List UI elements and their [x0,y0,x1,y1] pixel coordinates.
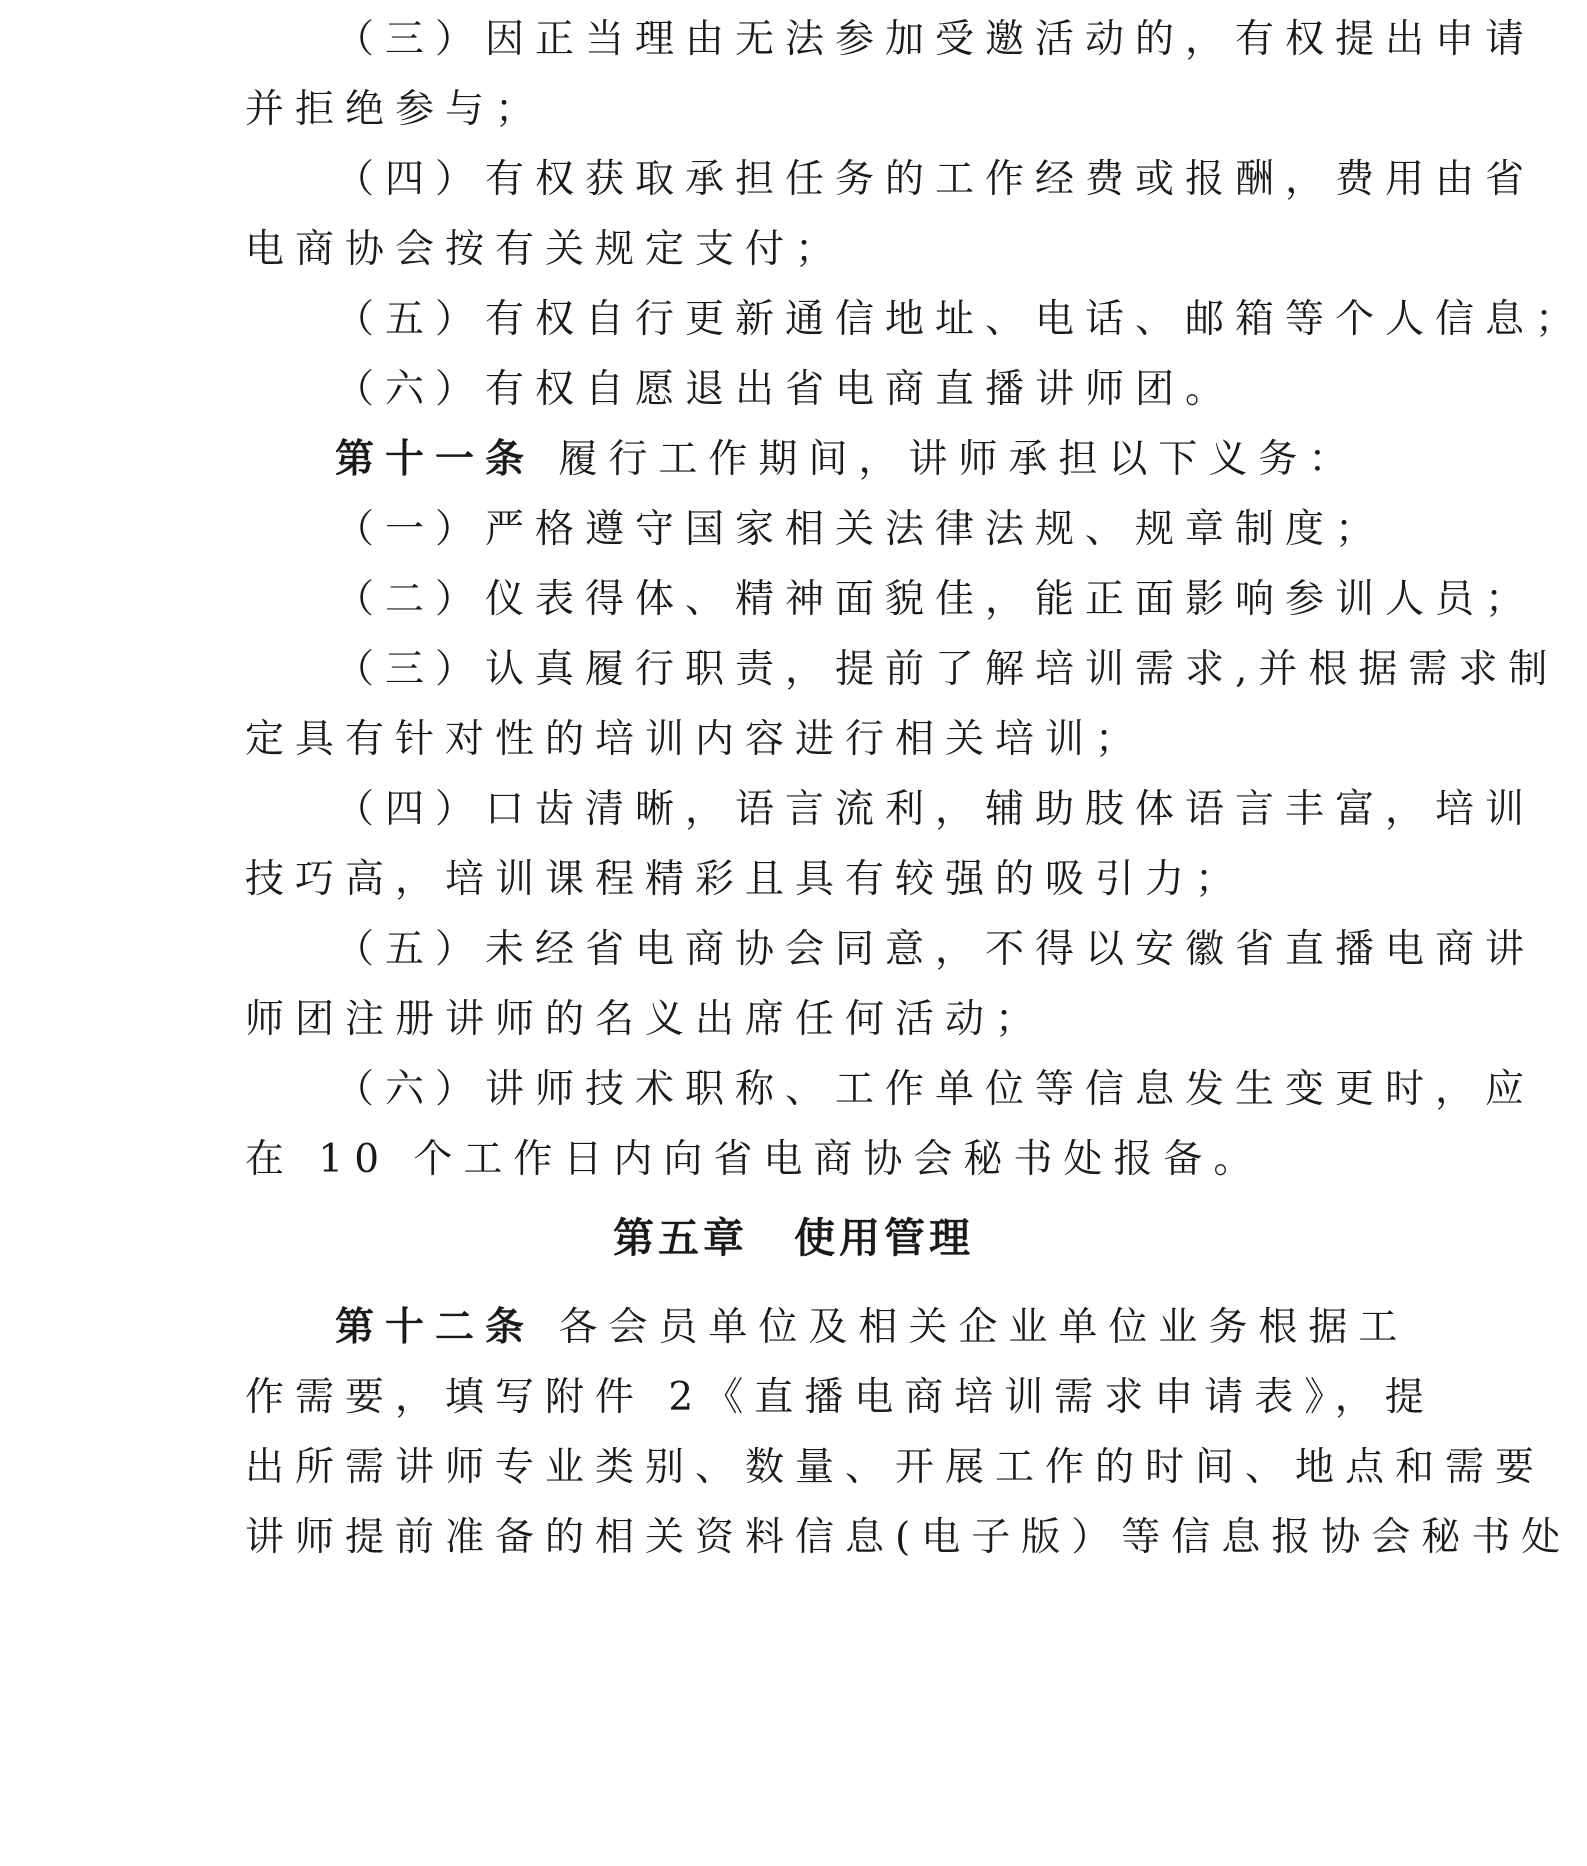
paragraph-line: （二）仪表得体、精神面貌佳，能正面影响参训人员； [335,577,1536,622]
paragraph-line: （一）严格遵守国家相关法律法规、规章制度； [335,507,1386,552]
paragraph-line: （六）有权自愿退出省电商直播讲师团。 [335,367,1236,412]
paragraph-line: 出所需讲师专业类别、数量、开展工作的时间、地点和需要 [245,1445,1546,1490]
paragraph-line: 电商协会按有关规定支付； [245,227,846,272]
paragraph-line: （五）未经省电商协会同意，不得以安徽省直播电商讲 [335,927,1536,972]
paragraph-line: （六）讲师技术职称、工作单位等信息发生变更时，应 [335,1067,1536,1112]
paragraph-line: （五）有权自行更新通信地址、电话、邮箱等个人信息； [335,297,1586,342]
paragraph-line: 作需要，填写附件 2《直播电商培训需求申请表》，提 [245,1375,1435,1420]
paragraph-line: 讲师提前准备的相关资料信息(电子版）等信息报协会秘书处 [245,1515,1572,1560]
article-11-heading [0,432,1587,488]
paragraph-line: （四）有权获取承担任务的工作经费或报酬，费用由省 [335,157,1536,202]
article-12-text: 各会员单位及相关企业单位业务根据工 [558,1305,1409,1350]
paragraph-line: 并拒绝参与； [245,87,546,132]
chapter-number: 第五章 [613,1214,748,1262]
paragraph-line: 定具有针对性的培训内容进行相关培训； [245,717,1146,762]
paragraph-line: 技巧高，培训课程精彩且具有较强的吸引力； [245,857,1246,902]
article-11-label: 第十一条 [335,437,536,482]
paragraph-line: 师团注册讲师的名义出席任何活动； [245,997,1046,1042]
article-11-text: 履行工作期间，讲师承担以下义务： [558,437,1359,482]
paragraph-line: （四）口齿清晰，语言流利，辅助肢体语言丰富，培训 [335,787,1536,832]
paragraph-line: （三）认真履行职责，提前了解培训需求,并根据需求制 [335,647,1559,692]
paragraph-line: 在 10 个工作日内向省电商协会秘书处报备。 [245,1137,1264,1182]
paragraph-line: （三）因正当理由无法参加受邀活动的，有权提出申请 [335,17,1536,62]
article-12-label: 第十二条 [335,1305,536,1350]
chapter-heading [0,1210,1587,1266]
article-12-heading [0,1300,1587,1356]
chapter-title: 使用管理 [794,1214,974,1262]
